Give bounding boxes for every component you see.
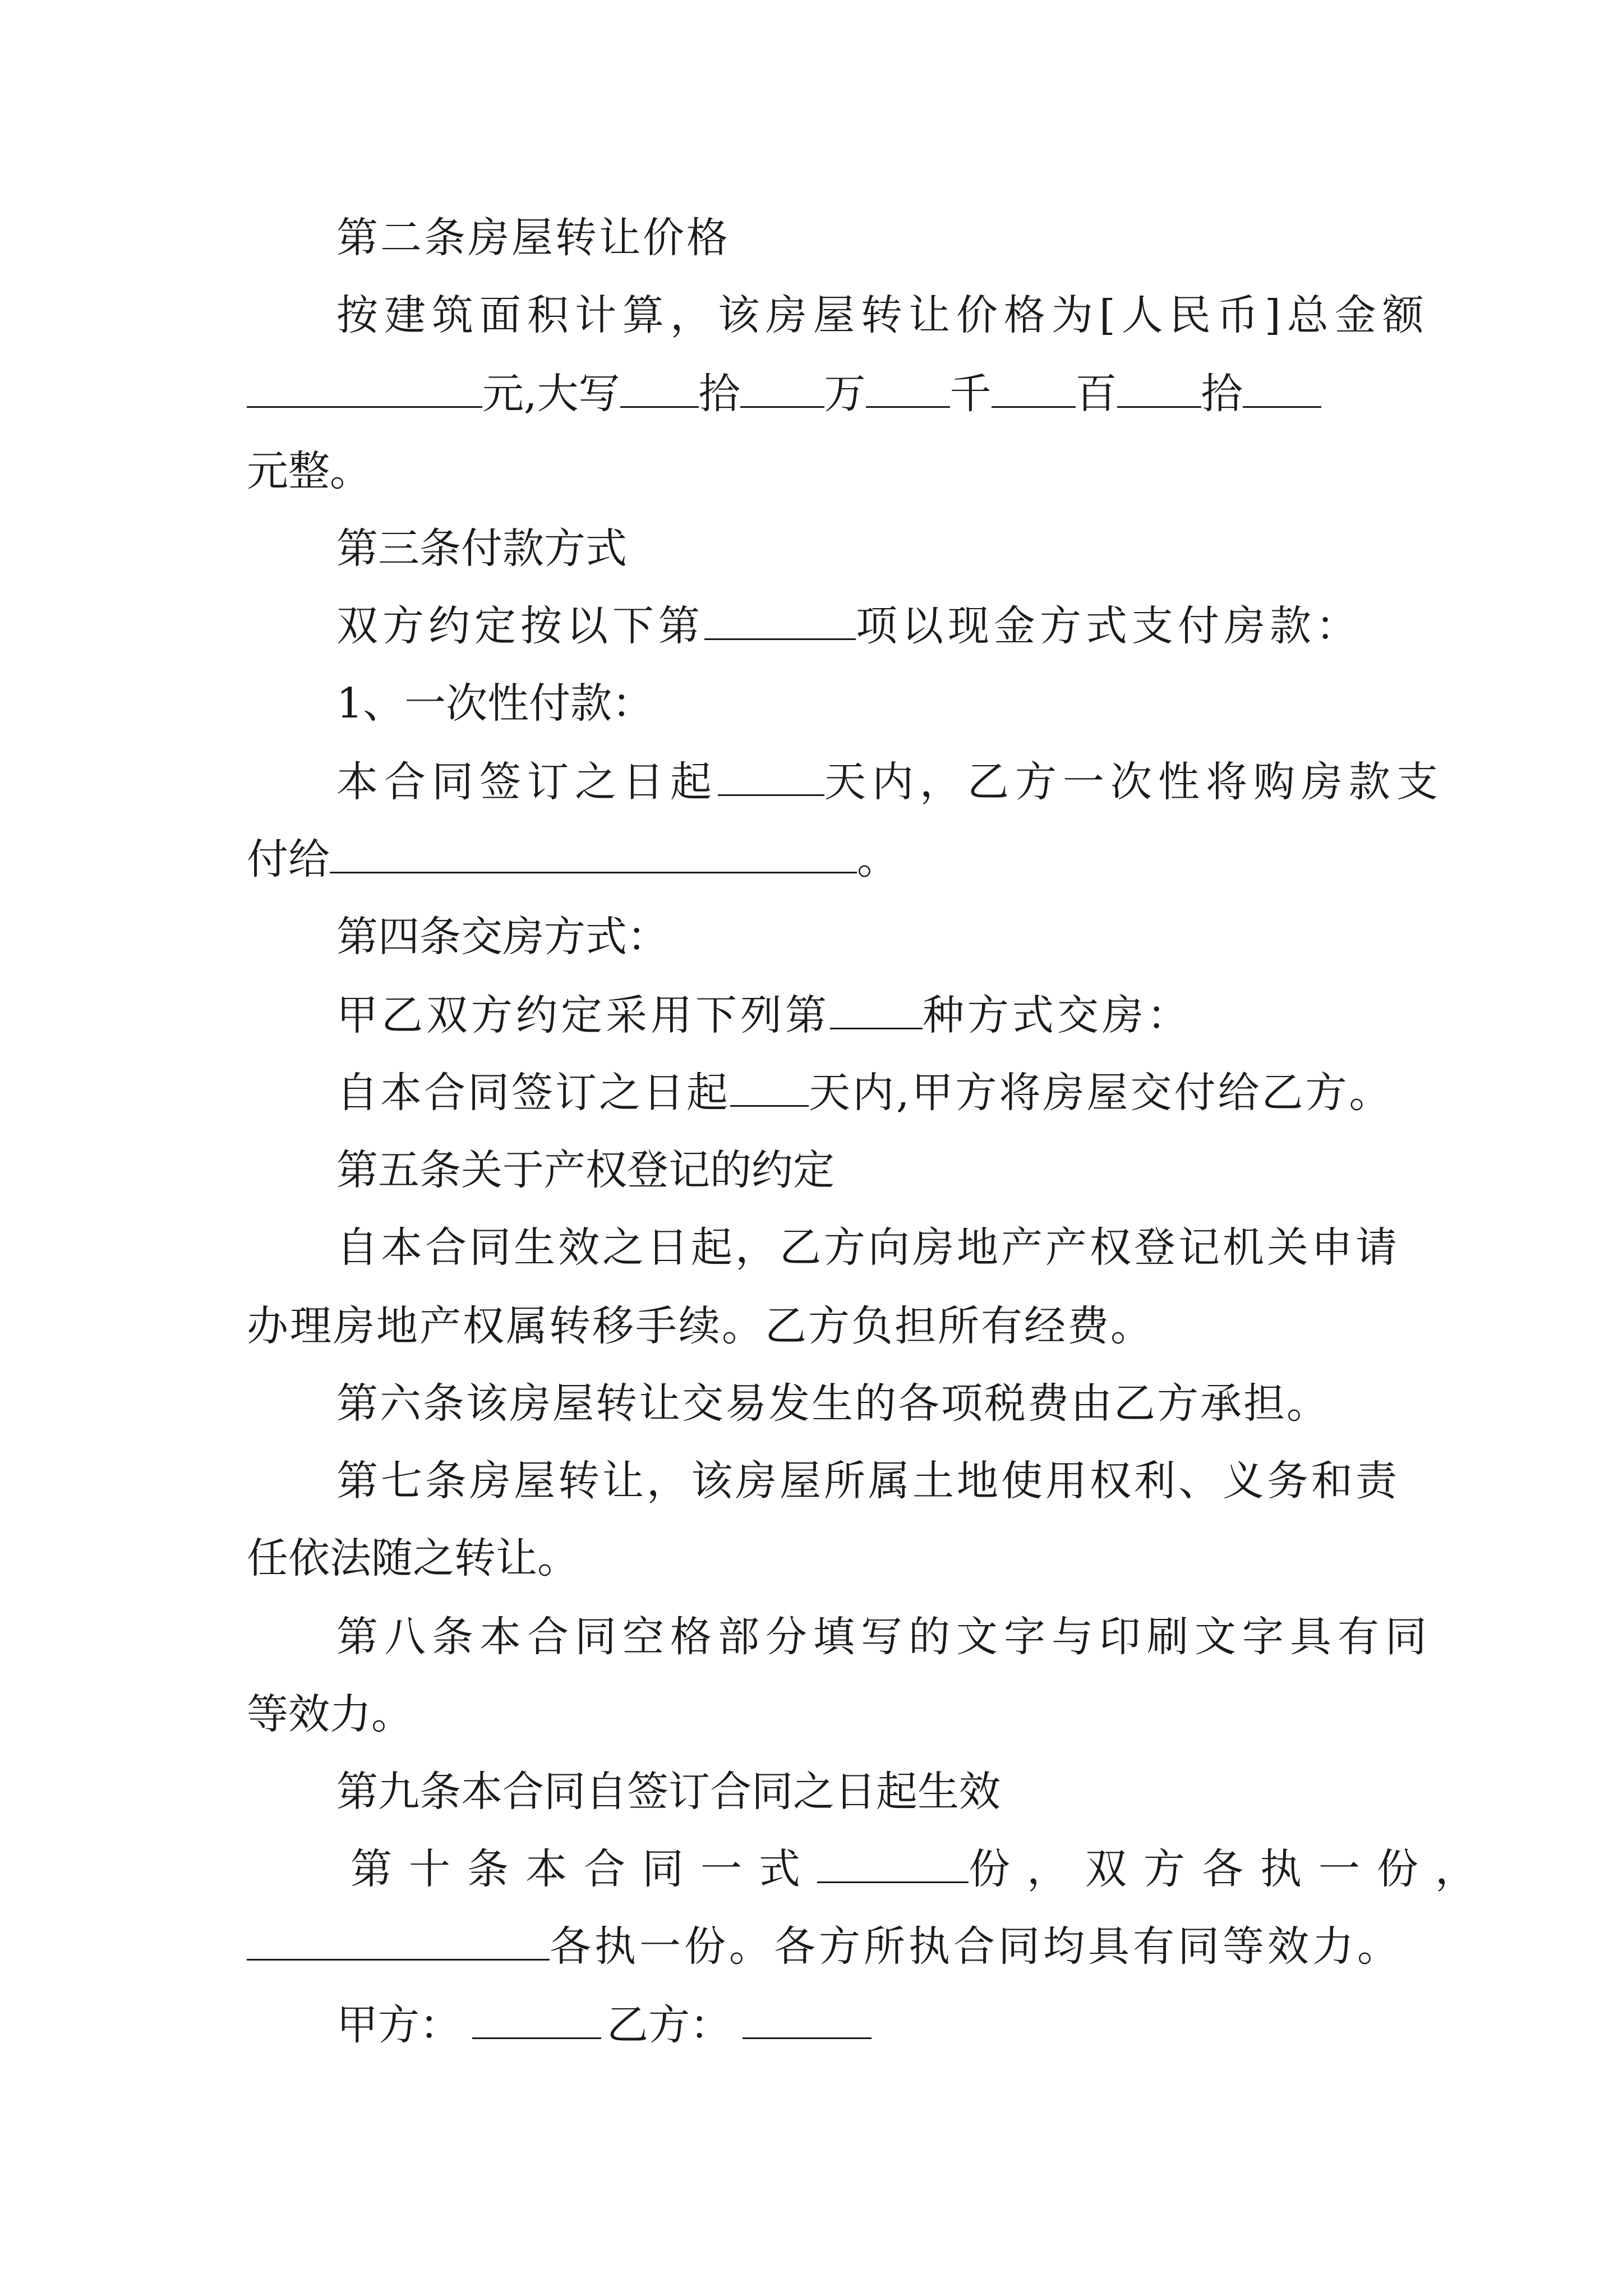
art4-text2b: 天内,甲方将房屋交付给乙方。	[809, 1069, 1393, 1117]
art10-text-a: 第十条本合同一式	[351, 1845, 817, 1893]
blank-wan[interactable]	[740, 367, 824, 408]
shi2-label: 拾	[1201, 370, 1243, 418]
art4-title-line	[0, 898, 1623, 976]
art10-line1	[0, 1830, 1623, 1908]
art5-line2	[0, 1287, 1623, 1365]
art3-text2c: 付给	[247, 835, 330, 884]
copies-blank[interactable]	[817, 1842, 969, 1883]
art5-title: 第五条关于产权登记的约定	[336, 1146, 834, 1194]
art3-item1: 1、一次性付款：	[336, 679, 654, 728]
art9-text: 第九条本合同自签订合同之日起生效	[336, 1768, 1000, 1816]
wan-label: 万	[824, 370, 866, 418]
art2-end: 元整。	[247, 447, 371, 495]
art10-text-b: 份，双方各执一份，	[969, 1845, 1493, 1893]
art8-text-a: 第八条本合同空格部分填写的文字与印刷文字具有同	[336, 1613, 1433, 1661]
art3-text2b: 天内，乙方一次性将购房款支	[824, 758, 1444, 806]
art3-title: 第三条付款方式	[336, 524, 627, 573]
art4-line1	[0, 977, 1623, 1054]
art3-title-line	[0, 510, 1623, 587]
blank-bai[interactable]	[992, 367, 1076, 408]
blank-shi-wan[interactable]	[620, 367, 699, 408]
art3-text1a: 双方约定按以下第	[336, 602, 704, 650]
art2-title-line	[0, 199, 1623, 277]
art2-text1: 按建筑面积计算，该房屋转让价格为[人民币]总金额	[336, 291, 1430, 339]
art5-text2: 办理房地产权属转移手续。乙方负担所有经费。	[247, 1302, 1154, 1350]
art6-line	[0, 1365, 1623, 1442]
blank-yuan[interactable]	[1243, 367, 1321, 408]
signature-line	[0, 1986, 1623, 2064]
art9-line	[0, 1753, 1623, 1830]
art7-text-b: 任依法随之转让。	[247, 1534, 579, 1582]
art2-line2	[0, 355, 1623, 432]
art2-title: 第二条房屋转让价格	[336, 214, 730, 262]
art3-text2d: 。	[857, 835, 898, 884]
delivery-option-blank[interactable]	[830, 988, 923, 1029]
payment-days-blank[interactable]	[718, 755, 824, 796]
art3-line1	[0, 587, 1623, 665]
art8-line2	[0, 1676, 1623, 1753]
holder-blank[interactable]	[247, 1920, 550, 1961]
art7-line1	[0, 1442, 1623, 1520]
art5-text1: 自本合同生效之日起，乙方向房地产产权登记机关申请	[336, 1223, 1400, 1272]
art3-text1b: 项以现金方式支付房款：	[856, 602, 1362, 650]
amount-blank[interactable]	[247, 367, 482, 408]
art2-line1	[0, 277, 1623, 354]
art4-text1b: 种方式交房：	[923, 991, 1192, 1039]
art3-line3	[0, 821, 1623, 898]
art10-text-c: 各执一份。各方所执合同均具有同等效力。	[550, 1922, 1402, 1971]
art3-item1-line	[0, 665, 1623, 742]
art4-line2	[0, 1054, 1623, 1131]
yuan-label: 元,大写	[482, 370, 620, 418]
art3-line2	[0, 743, 1623, 821]
art6-text: 第六条该房屋转让交易发生的各项税费由乙方承担。	[336, 1379, 1330, 1428]
blank-shi[interactable]	[1117, 367, 1201, 408]
delivery-days-blank[interactable]	[730, 1066, 809, 1107]
art3-text2a: 本合同签订之日起	[336, 758, 718, 806]
payee-blank[interactable]	[330, 832, 857, 873]
party-a-signature-blank[interactable]	[472, 1998, 601, 2039]
qian-label: 千	[949, 370, 992, 418]
shi-label: 拾	[698, 370, 740, 418]
art4-text1a: 甲乙双方约定采用下列第	[336, 991, 830, 1039]
party-b-signature-blank[interactable]	[743, 1998, 872, 2039]
payment-option-blank[interactable]	[704, 599, 856, 640]
party-b-label: 乙方：	[607, 2001, 731, 2049]
blank-qian[interactable]	[866, 367, 950, 408]
art4-title: 第四条交房方式：	[336, 913, 668, 961]
art10-line2	[0, 1908, 1623, 1985]
art7-line2	[0, 1520, 1623, 1597]
party-a-label: 甲方：	[336, 2001, 461, 2049]
art5-title-line	[0, 1131, 1623, 1209]
art4-text2a: 自本合同签订之日起	[336, 1069, 730, 1117]
art8-line1	[0, 1598, 1623, 1676]
art2-line3	[0, 432, 1623, 510]
art5-line1	[0, 1209, 1623, 1286]
bai-label: 百	[1075, 370, 1117, 418]
art8-text-b: 等效力。	[247, 1690, 413, 1738]
art7-text-a: 第七条房屋转让，该房屋所属土地使用权利、义务和责	[336, 1457, 1400, 1505]
